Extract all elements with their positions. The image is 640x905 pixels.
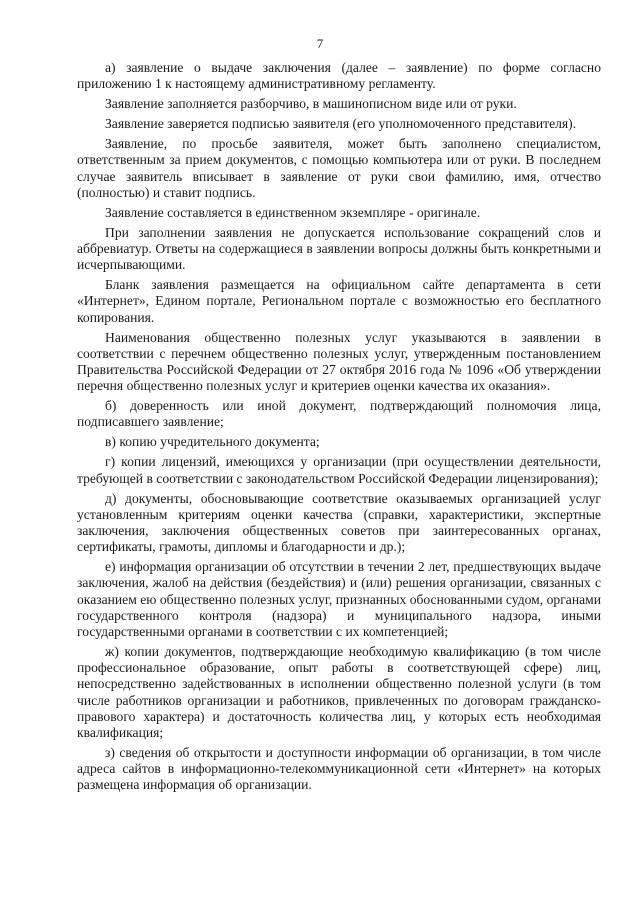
paragraph-z-openness: з) сведения об открытости и доступности информации об организации, в том числе адреса сайтов в информационно-телекоммуникационной сети «Интернет» на которых размещена информация об организации. — [77, 745, 601, 793]
paragraph-service-names: Наименования общественно полезных услуг указываются в заявлении в соответствии с перечнем общественно полезных услуг, утвержденным постановлением Правительства Российской Федерации от 27 октября 2016 года № 1096 «Об утверждении перечня общественно полезных услуг и критериев оценки качества их оказания». — [77, 329, 601, 394]
paragraph-d-quality-documents: д) документы, обосновывающие соответствие оказываемых организацией услуг установленным критериям оценки качества (справки, характеристики, экспертные заключения, заключения общественных советов при заинтересованных органах, сертификаты, грамоты, дипломы и благодарности и др.); — [77, 490, 601, 555]
paragraph-no-abbreviations: При заполнении заявления не допускается использование сокращений слов и аббревиатур. Ответы на содержащиеся в заявлении вопросы должны быть конкретными и исчерпывающими. — [77, 224, 601, 273]
paragraph-e-no-complaints: е) информация организации об отсутствии в течении 2 лет, предшествующих выдаче заключения, жалоб на действия (бездействия) и (или) решения организации, связанных с оказанием ею общественно полезных услуг, признанных обоснованными судом, органами государственного контроля (надзора) и муниципального надзора, иными государственными органами в соответствии с их компетенцией; — [77, 559, 601, 640]
paragraph-single-copy: Заявление составляется в единственном экземпляре - оригинале. — [105, 204, 481, 220]
page-number: 7 — [316, 36, 324, 51]
document-body — [77, 60, 601, 797]
paragraph-zh-qualification: ж) копии документов, подтверждающие необходимую квалификацию (в том числе профессиональное образование, опыт работы в соответствующей сфере) лиц, непосредственно задействованных в исполнении общественно полезной услуги (в том числе работников организации и работников, привлеченных по договорам гражданско-правового характера) и достаточность количества лиц, у которых есть необходимая квалификация; — [77, 644, 601, 741]
paragraph-b-power-of-attorney: б) доверенность или иной документ, подтверждающий полномочия лица, подписавшего заявление; — [77, 398, 601, 430]
paragraph-v-founding-document: в) копию учредительного документа; — [105, 434, 320, 450]
paragraph-signature: Заявление заверяется подписью заявителя (его уполномоченного представителя). — [105, 116, 577, 132]
paragraph-fill-legibly: Заявление заполняется разборчиво, в машинописном виде или от руки. — [105, 96, 517, 112]
paragraph-g-licenses: г) копии лицензий, имеющихся у организации (при осуществлении деятельности, требующей в соответствии с законодательством Российской Федерации лицензирования); — [77, 454, 601, 486]
paragraph-filled-by-specialist: Заявление, по просьбе заявителя, может быть заполнено специалистом, ответственным за прием документов, с помощью компьютера или от руки. В последнем случае заявитель вписывает в заявление от руки свои фамилию, имя, отчество (полностью) и ставит подпись. — [77, 136, 601, 200]
paragraph-form-published: Бланк заявления размещается на официальном сайте департамента в сети «Интернет», Едином портале, Региональном портале с возможностью его бесплатного копирования. — [77, 277, 601, 325]
paragraph-a-application: а) заявление о выдаче заключения (далее – заявление) по форме согласно приложению 1 к настоящему административному регламенту. — [77, 60, 601, 92]
